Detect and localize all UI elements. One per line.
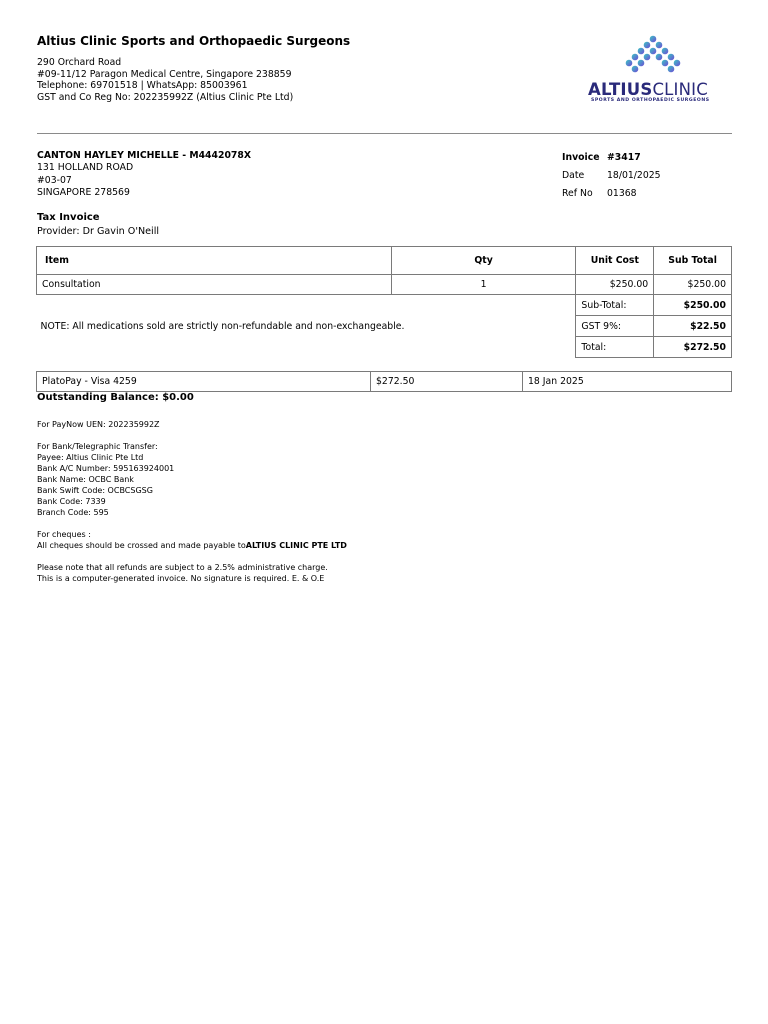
items-header-row <box>37 247 732 275</box>
branch-code: Branch Code: 595 <box>37 508 109 517</box>
items-table <box>36 246 732 358</box>
header-qty: Qty <box>391 247 576 275</box>
clinic-address-line1: 290 Orchard Road <box>37 57 122 68</box>
invoice-date: 18/01/2025 <box>607 170 661 181</box>
bank-code: Bank Code: 7339 <box>37 497 106 506</box>
gst-value: $22.50 <box>654 316 732 337</box>
invoice-number-row <box>562 152 661 170</box>
table-row <box>37 275 732 295</box>
subtotal-label: Sub-Total: <box>576 295 654 316</box>
logo-tagline: SPORTS AND ORTHOPAEDIC SURGEONS <box>591 98 710 103</box>
cheque-payee: ALTIUS CLINIC PTE LTD <box>245 541 347 550</box>
row-item: Consultation <box>37 275 392 295</box>
header-unit-cost: Unit Cost <box>576 247 654 275</box>
clinic-address-line2: #09-11/12 Paragon Medical Centre, Singapore 238859 <box>37 68 292 80</box>
header-divider <box>37 133 732 134</box>
logo-mark-icon <box>586 32 732 80</box>
refund-note: Please note that all refunds are subject to a 2.5% administrative charge. <box>37 563 328 572</box>
invoice-ref: 01368 <box>607 188 637 199</box>
invoice-ref-label: Ref No <box>562 188 593 199</box>
document-title: Tax Invoice <box>37 212 100 223</box>
invoice-meta <box>562 152 661 206</box>
invoice-date-row <box>562 170 661 188</box>
row-qty: 1 <box>391 275 576 295</box>
payment-method: PlatoPay - Visa 4259 <box>37 372 371 392</box>
row-sub-total: $250.00 <box>654 275 732 295</box>
gst-label: GST 9%: <box>576 316 654 337</box>
payment-instructions <box>37 419 347 584</box>
clinic-contact: Telephone: 69701518 | WhatsApp: 85003961 <box>37 80 248 91</box>
patient-address-line2: #03-07 <box>37 174 72 186</box>
bank-name: Bank Name: OCBC Bank <box>37 475 134 484</box>
patient-name-id: CANTON HAYLEY MICHELLE - M4442078X <box>37 150 252 161</box>
invoice-date-label: Date <box>562 170 585 181</box>
clinic-logo <box>586 32 732 108</box>
subtotal-value: $250.00 <box>654 295 732 316</box>
total-label: Total: <box>576 337 654 358</box>
logo-wordmark: ALTIUSCLINIC <box>588 80 708 99</box>
payment-date: 18 Jan 2025 <box>523 372 732 392</box>
bank-payee: Payee: Altius Clinic Pte Ltd <box>37 453 144 462</box>
invoice-ref-row <box>562 188 661 206</box>
paynow-uen: For PayNow UEN: 202235992Z <box>37 420 160 429</box>
bank-swift-code: Bank Swift Code: OCBCSGSG <box>37 486 153 495</box>
patient-address-line3: SINGAPORE 278569 <box>37 187 130 199</box>
clinic-address-block <box>37 57 293 103</box>
cheque-instruction: All cheques should be crossed and made payable toALTIUS CLINIC PTE LTD <box>37 541 347 550</box>
patient-address-line1: 131 HOLLAND ROAD <box>37 162 134 174</box>
header-item: Item <box>37 247 392 275</box>
non-refundable-note: NOTE: All medications sold are strictly non-refundable and non-exchangeable. <box>40 320 405 332</box>
payment-row <box>37 372 732 392</box>
payments-table <box>36 371 732 392</box>
computer-generated-note: This is a computer-generated invoice. No signature is required. E. & O.E <box>37 574 325 583</box>
cheque-title: For cheques : <box>37 530 91 539</box>
payment-amount: $272.50 <box>371 372 523 392</box>
patient-block <box>37 150 251 200</box>
invoice-number-label: Invoice <box>562 152 600 163</box>
invoice-number: #3417 <box>607 152 641 163</box>
clinic-registration: GST and Co Reg No: 202235992Z (Altius Clinic Pte Ltd) <box>37 91 294 103</box>
total-value: $272.50 <box>654 337 732 358</box>
row-unit-cost: $250.00 <box>576 275 654 295</box>
outstanding-balance: Outstanding Balance: $0.00 <box>37 392 194 403</box>
bank-transfer-title: For Bank/Telegraphic Transfer: <box>37 442 158 451</box>
clinic-name: Altius Clinic Sports and Orthopaedic Surgeons <box>37 34 351 48</box>
header-sub-total: Sub Total <box>654 247 732 275</box>
provider-name: Provider: Dr Gavin O'Neill <box>37 226 160 237</box>
bank-account-number: Bank A/C Number: 595163924001 <box>37 464 175 473</box>
subtotal-row <box>37 295 732 316</box>
